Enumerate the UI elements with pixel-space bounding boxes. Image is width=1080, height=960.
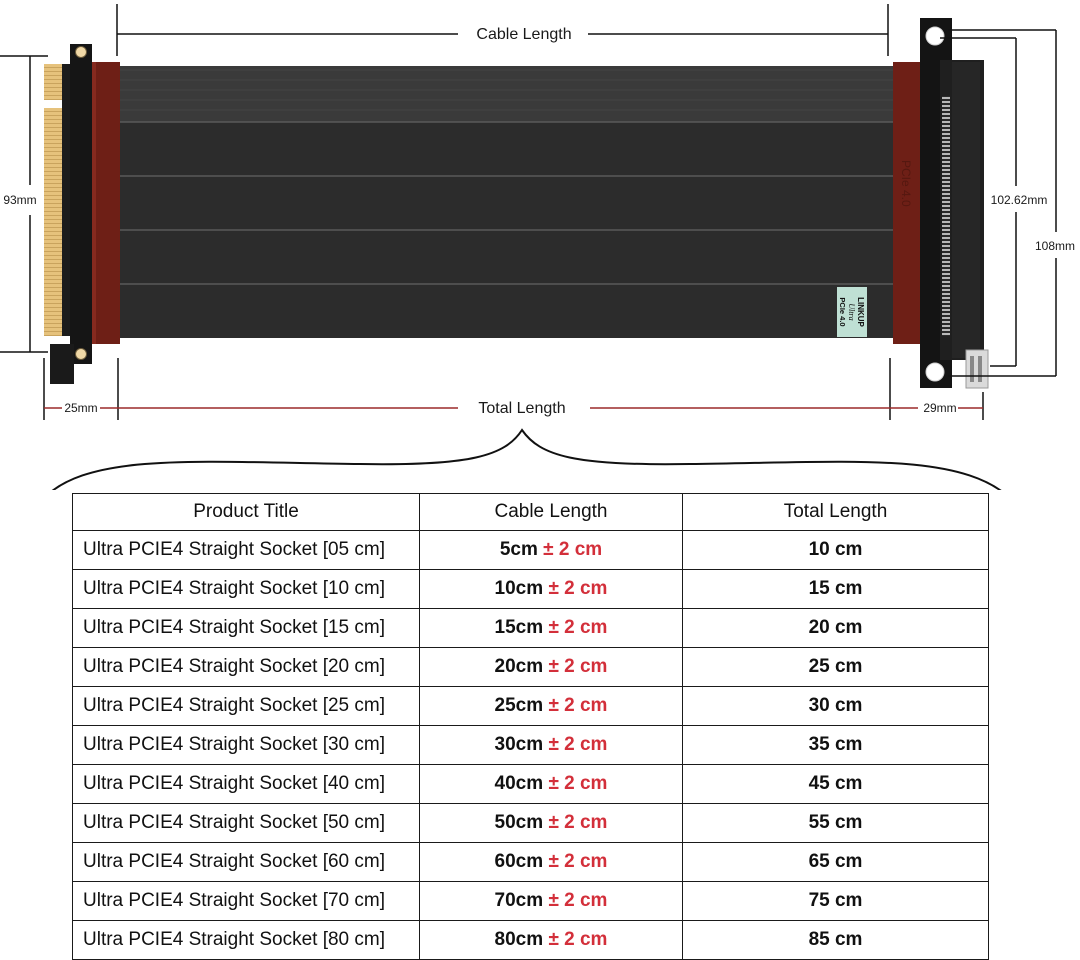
cable-length-value: 20cm: [494, 656, 544, 677]
cable-length-value: 25cm: [494, 695, 544, 716]
tolerance-value: ± 2 cm: [548, 695, 608, 716]
cable-length-cell: [420, 765, 683, 804]
tag-brand: LINKUP: [856, 297, 865, 327]
table-row: [73, 882, 989, 921]
cable-length-value: 80cm: [494, 929, 544, 950]
table-row: [73, 609, 989, 648]
cable-length-cell: [420, 726, 683, 765]
cable-length-value: 40cm: [494, 773, 544, 794]
tolerance-value: ± 2 cm: [548, 812, 608, 833]
cable-length-value: 15cm: [494, 617, 544, 638]
cable-length-value: 50cm: [494, 812, 544, 833]
cable-length-cell: [420, 609, 683, 648]
tolerance-value: ± 2 cm: [548, 890, 608, 911]
cable-length-cell: [420, 882, 683, 921]
product-title-cell: Ultra PCIE4 Straight Socket [10 cm]: [73, 570, 420, 609]
product-title-cell: Ultra PCIE4 Straight Socket [40 cm]: [73, 765, 420, 804]
total-length-cell: 15 cm: [683, 570, 989, 609]
table-header-row: [73, 494, 989, 531]
total-length-cell: 55 cm: [683, 804, 989, 843]
cable-length-value: 30cm: [494, 734, 544, 755]
tolerance-value: ± 2 cm: [548, 656, 608, 677]
product-title-cell: Ultra PCIE4 Straight Socket [80 cm]: [73, 921, 420, 960]
total-length-cell: 75 cm: [683, 882, 989, 921]
socket-ghost-text: PCIe 4.0: [899, 160, 913, 207]
product-title-cell: Ultra PCIE4 Straight Socket [05 cm]: [73, 531, 420, 570]
tolerance-value: ± 2 cm: [548, 929, 608, 950]
table-row: [73, 648, 989, 687]
cable-length-label: Cable Length: [476, 26, 572, 43]
width-left-label: 25mm: [64, 401, 98, 415]
total-length-label: Total Length: [478, 400, 566, 417]
table-row: [73, 843, 989, 882]
cable-length-dimension: [117, 4, 888, 56]
total-length-dimension: [44, 358, 983, 420]
total-length-brace: [44, 430, 1010, 490]
cable-length-value: 70cm: [494, 890, 544, 911]
ribbon-cable: [120, 66, 895, 338]
product-title-cell: Ultra PCIE4 Straight Socket [30 cm]: [73, 726, 420, 765]
total-length-cell: 85 cm: [683, 921, 989, 960]
tolerance-value: ± 2 cm: [548, 851, 608, 872]
product-title-cell: Ultra PCIE4 Straight Socket [25 cm]: [73, 687, 420, 726]
cable-length-value: 10cm: [494, 578, 544, 599]
total-length-cell: 65 cm: [683, 843, 989, 882]
cable-length-cell: [420, 804, 683, 843]
header-total-length: Total Length: [683, 494, 989, 531]
height-right-inner-label: 102.62mm: [990, 193, 1048, 207]
height-93mm-dimension: [0, 56, 48, 352]
height-left-label: 93mm: [3, 193, 37, 207]
cable-length-cell: [420, 531, 683, 570]
total-length-cell: 10 cm: [683, 531, 989, 570]
table-row: [73, 726, 989, 765]
cable-length-value: 5cm: [499, 539, 538, 560]
total-length-cell: 35 cm: [683, 726, 989, 765]
cable-length-cell: [420, 843, 683, 882]
cable-length-cell: [420, 648, 683, 687]
width-right-label: 29mm: [923, 401, 957, 415]
product-title-cell: Ultra PCIE4 Straight Socket [20 cm]: [73, 648, 420, 687]
cable-length-cell: [420, 921, 683, 960]
total-length-cell: 45 cm: [683, 765, 989, 804]
product-title-cell: Ultra PCIE4 Straight Socket [15 cm]: [73, 609, 420, 648]
table-row: [73, 921, 989, 960]
table-row: [73, 804, 989, 843]
header-product-title: Product Title: [73, 494, 420, 531]
tolerance-value: ± 2 cm: [548, 578, 608, 599]
table-row: [73, 765, 989, 804]
product-title-cell: Ultra PCIE4 Straight Socket [50 cm]: [73, 804, 420, 843]
spec-rows: [73, 531, 989, 960]
product-title-cell: Ultra PCIE4 Straight Socket [70 cm]: [73, 882, 420, 921]
tolerance-value: ± 2 cm: [548, 734, 608, 755]
header-cable-length: Cable Length: [420, 494, 683, 531]
cable-length-value: 60cm: [494, 851, 544, 872]
tag-line: Ultra: [847, 303, 856, 321]
left-pcie-connector: [44, 44, 120, 384]
cable-length-cell: [420, 570, 683, 609]
table-row: [73, 531, 989, 570]
product-title-cell: Ultra PCIE4 Straight Socket [60 cm]: [73, 843, 420, 882]
table-row: [73, 687, 989, 726]
total-length-cell: 20 cm: [683, 609, 989, 648]
tolerance-value: ± 2 cm: [543, 539, 603, 560]
tolerance-value: ± 2 cm: [548, 617, 608, 638]
total-length-cell: 25 cm: [683, 648, 989, 687]
cable-tag: [837, 287, 867, 337]
table-row: [73, 570, 989, 609]
spec-table: [72, 493, 989, 960]
tag-spec: PCIe 4.0: [838, 297, 847, 327]
height-right-outer-label: 108mm: [1034, 239, 1076, 253]
cable-length-cell: [420, 687, 683, 726]
tolerance-value: ± 2 cm: [548, 773, 608, 794]
total-length-cell: 30 cm: [683, 687, 989, 726]
right-slot-connector: [893, 18, 988, 388]
